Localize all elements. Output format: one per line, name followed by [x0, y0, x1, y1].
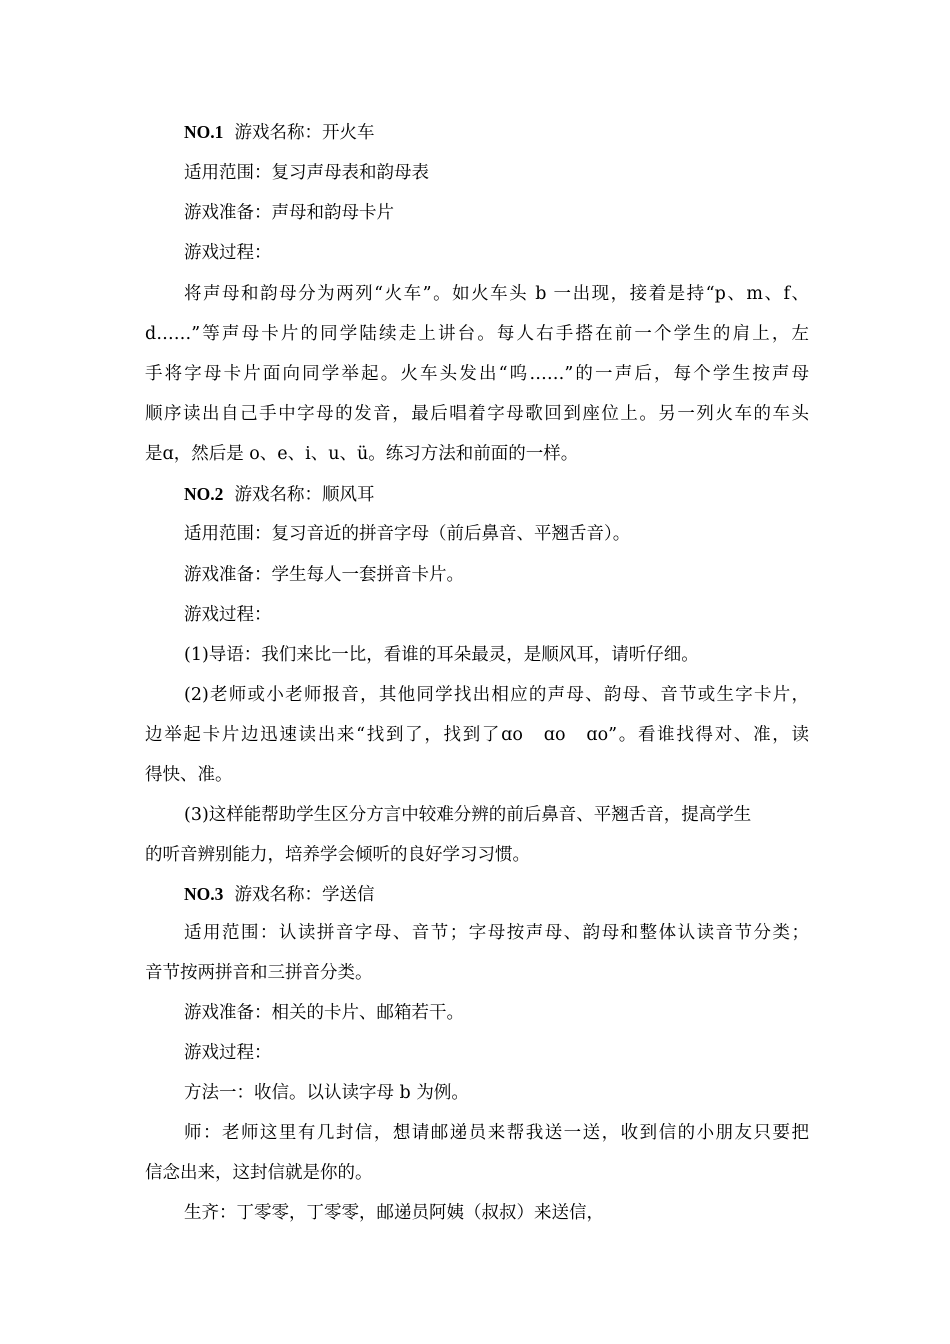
section-2-process-label: 游戏过程： — [184, 605, 272, 625]
section-number: NO.3 — [184, 884, 224, 904]
section-2-scope: 适用范围：复习音近的拼音字母（前后鼻音、平翘舌音）。 — [184, 524, 631, 544]
section-1-prep: 游戏准备：声母和韵母卡片 — [184, 203, 394, 223]
section-title: 游戏名称：顺风耳 — [234, 485, 375, 505]
section-number: NO.2 — [184, 484, 224, 504]
section-2-prep: 游戏准备：学生每人一套拼音卡片。 — [184, 565, 464, 585]
section-number: NO.1 — [184, 122, 224, 142]
section-3-prep: 游戏准备：相关的卡片、邮箱若干。 — [184, 1003, 464, 1023]
section-3-scope: 适用范围：认读拼音字母、音节；字母按声母、韵母和整体认读音节分类； — [184, 923, 809, 943]
paragraph-line: 的听音辨别能力，培养学会倾听的良好学习习惯。 — [145, 845, 530, 865]
section-3-scope-cont: 音节按两拼音和三拼音分类。 — [145, 963, 373, 983]
section-title: 游戏名称：开火车 — [234, 123, 375, 143]
section-1-heading — [184, 120, 375, 145]
paragraph-line: d……”等声母卡片的同学陆续走上讲台。每人右手搭在前一个学生的肩上，左 — [145, 324, 809, 344]
section-3-heading — [184, 882, 375, 907]
paragraph-line: 生齐：丁零零，丁零零，邮递员阿姨（叔叔）来送信， — [184, 1203, 604, 1223]
paragraph-line: (2)老师或小老师报音，其他同学找出相应的声母、韵母、音节或生字卡片， — [184, 685, 809, 705]
paragraph-line: 信念出来，这封信就是你的。 — [145, 1163, 373, 1183]
paragraph-line: 顺序读出自己手中字母的发音，最后唱着字母歌回到座位上。另一列火车的车头 — [145, 404, 809, 424]
paragraph-line: 方法一：收信。以认读字母 b 为例。 — [184, 1083, 469, 1103]
paragraph-line: 是ɑ，然后是 o、e、i、u、ü。练习方法和前面的一样。 — [145, 444, 579, 464]
paragraph-line: 师：老师这里有几封信，想请邮递员来帮我送一送，收到信的小朋友只要把 — [184, 1123, 809, 1143]
section-title: 游戏名称：学送信 — [234, 885, 375, 905]
paragraph-line: 边举起卡片边迅速读出来“找到了，找到了ɑo ɑo ɑo”。看谁找得对、准，读 — [145, 725, 809, 745]
paragraph-line: (1)导语：我们来比一比，看谁的耳朵最灵，是顺风耳，请听仔细。 — [184, 645, 699, 665]
section-3-process-label: 游戏过程： — [184, 1043, 272, 1063]
paragraph-line: 将声母和韵母分为两列“火车”。如火车头 b 一出现，接着是持“p、m、f、 — [184, 284, 809, 304]
section-1-scope: 适用范围：复习声母表和韵母表 — [184, 163, 429, 183]
section-2-heading — [184, 482, 375, 507]
paragraph-line: (3)这样能帮助学生区分方言中较难分辨的前后鼻音、平翘舌音，提高学生 — [184, 805, 752, 825]
section-1-process-label: 游戏过程： — [184, 243, 272, 263]
paragraph-line: 得快、准。 — [145, 765, 233, 785]
paragraph-line: 手将字母卡片面向同学举起。火车头发出“呜……”的一声后，每个学生按声母 — [145, 364, 809, 384]
